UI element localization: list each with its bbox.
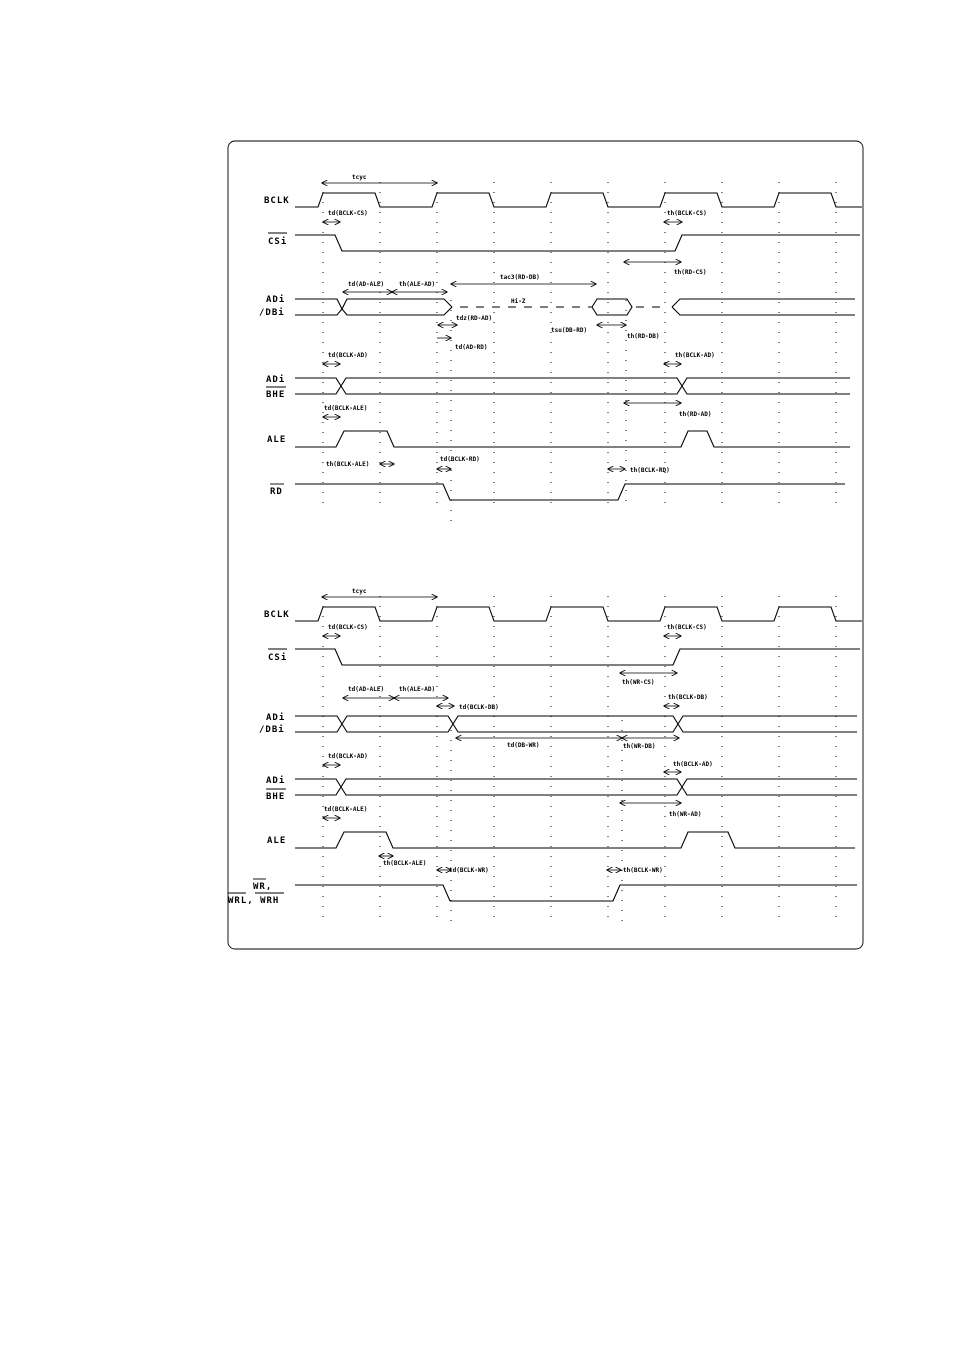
read-th-bclk-rd-label: th(BCLK-RD) bbox=[630, 467, 670, 474]
write-adi-dbi-label-1: ADi bbox=[266, 713, 286, 723]
read-adi-dbi-label-2: /DBi bbox=[259, 308, 285, 318]
read-th-rd-cs-label: th(RD-CS) bbox=[674, 269, 707, 276]
write-adi-dbi-waveform bbox=[295, 716, 857, 732]
write-ale-label: ALE bbox=[267, 836, 287, 846]
write-th-bclk-cs-label: th(BCLK-CS) bbox=[667, 624, 707, 631]
read-td-ad-ale-label: td(AD-ALE) bbox=[348, 281, 385, 288]
write-td-ad-ale-label: td(AD-ALE) bbox=[348, 686, 385, 693]
read-adi-bhe-waveform bbox=[295, 378, 850, 394]
read-hi-z-label: Hi-Z bbox=[511, 298, 526, 305]
write-adi-dbi-label-2: /DBi bbox=[259, 725, 285, 735]
write-th-wr-cs-label: th(WR-CS) bbox=[622, 679, 655, 686]
read-adi-bhe-label-2: BHE bbox=[266, 390, 286, 400]
read-th-rd-db-label: th(RD-DB) bbox=[627, 333, 660, 340]
write-bclk-waveform bbox=[295, 607, 862, 621]
read-th-bclk-ad-label: th(BCLK-AD) bbox=[675, 352, 715, 359]
read-tac3-rd-db-label: tac3(RD-DB) bbox=[500, 274, 540, 281]
write-td-bclk-wr-label: td(BCLK-WR) bbox=[449, 867, 489, 874]
write-th-wr-db-label: th(WR-DB) bbox=[623, 743, 656, 750]
write-th-bclk-ale-label: th(BCLK-ALE) bbox=[383, 860, 427, 867]
write-ale-waveform bbox=[295, 832, 855, 848]
write-th-bclk-ad-label: th(BCLK-AD) bbox=[673, 761, 713, 768]
read-adi-dbi-label-1: ADi bbox=[266, 295, 286, 305]
read-adi-bhe-label-1: ADi bbox=[266, 375, 286, 385]
read-bclk-waveform bbox=[295, 193, 862, 207]
write-cycle-timing bbox=[228, 588, 862, 925]
read-td-bclk-ale-label: td(BCLK-ALE) bbox=[324, 405, 368, 412]
read-ale-waveform bbox=[295, 431, 850, 447]
read-ale-label: ALE bbox=[267, 435, 287, 445]
read-rd-label: RD bbox=[270, 487, 283, 497]
write-th-ale-ad-label: th(ALE-AD) bbox=[399, 686, 436, 693]
write-wr-label-2: WRL, WRH bbox=[228, 896, 280, 906]
write-th-bclk-wr-label: th(BCLK-WR) bbox=[623, 867, 663, 874]
read-guide-lines bbox=[323, 182, 836, 530]
read-cycle-timing bbox=[259, 174, 862, 530]
write-th-wr-ad-label: th(WR-AD) bbox=[669, 811, 702, 818]
read-th-rd-ad-label: th(RD-AD) bbox=[679, 411, 712, 418]
read-td-bclk-ad-label: td(BCLK-AD) bbox=[328, 352, 368, 359]
read-td-bclk-cs-label: td(BCLK-CS) bbox=[328, 210, 368, 217]
write-td-bclk-ale-label: td(BCLK-ALE) bbox=[324, 806, 368, 813]
write-tcyc-label: tcyc bbox=[352, 588, 367, 595]
write-adi-bhe-label-1: ADi bbox=[266, 776, 286, 786]
read-adi-dbi-waveform bbox=[295, 299, 855, 315]
read-th-bclk-ale-label: th(BCLK-ALE) bbox=[326, 461, 370, 468]
read-td-bclk-rd-label: td(BCLK-RD) bbox=[440, 456, 480, 463]
write-td-bclk-db-label: td(BCLK-DB) bbox=[459, 704, 499, 711]
write-bclk-label: BCLK bbox=[264, 610, 290, 620]
write-wr-label-1: WR, bbox=[253, 882, 273, 892]
write-timing-arrows bbox=[322, 597, 681, 870]
write-adi-bhe-label-2: BHE bbox=[266, 792, 286, 802]
write-adi-bhe-waveform bbox=[295, 779, 857, 795]
write-wr-waveform bbox=[295, 885, 857, 901]
read-th-bclk-cs-label: th(BCLK-CS) bbox=[667, 210, 707, 217]
read-bclk-label: BCLK bbox=[264, 196, 290, 206]
read-td-ad-rd-label: td(AD-RD) bbox=[455, 344, 488, 351]
read-th-ale-ad-label: th(ALE-AD) bbox=[399, 281, 436, 288]
write-th-bclk-db-label: th(BCLK-DB) bbox=[668, 694, 708, 701]
read-tdz-rd-ad-label: tdz(RD-AD) bbox=[456, 315, 493, 322]
read-rd-waveform bbox=[295, 484, 845, 500]
write-td-bclk-ad-label: td(BCLK-AD) bbox=[328, 753, 368, 760]
write-guide-lines bbox=[323, 596, 836, 925]
write-td-bclk-cs-label: td(BCLK-CS) bbox=[328, 624, 368, 631]
read-tsu-db-rd-label: tsu(DB-RD) bbox=[551, 327, 588, 334]
write-csi-label: CSi bbox=[268, 653, 288, 663]
read-timing-arrows bbox=[322, 183, 682, 469]
read-tcyc-label: tcyc bbox=[352, 174, 367, 181]
write-td-db-wr-label: td(DB-WR) bbox=[507, 742, 540, 749]
read-csi-label: CSi bbox=[268, 237, 288, 247]
